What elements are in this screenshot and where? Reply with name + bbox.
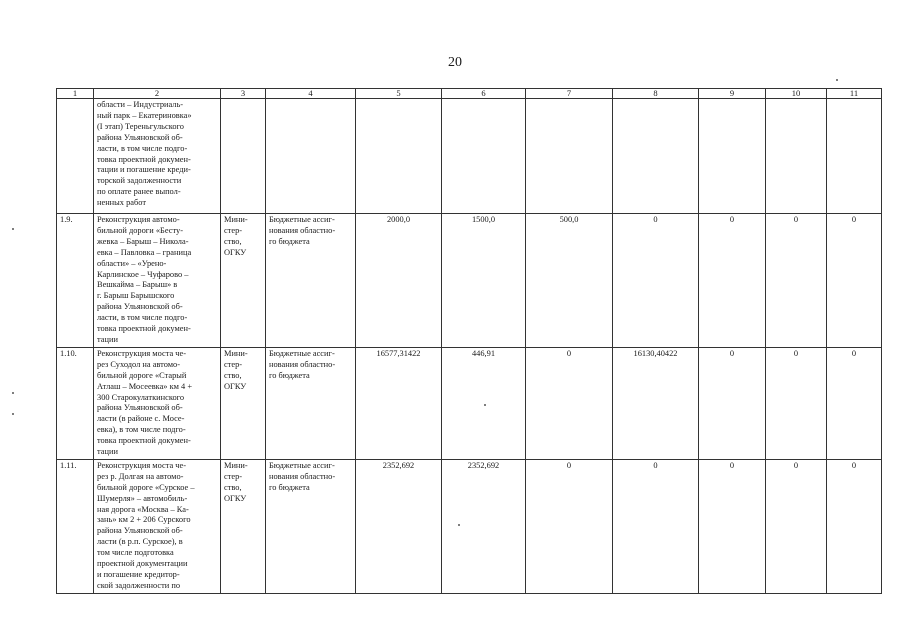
row-value: 0 [699,459,766,593]
row-funding-source: Бюджетные ассиг- нования областно- го бюджета [266,214,356,348]
column-header: 1 [57,89,94,99]
row-value: 0 [827,214,882,348]
row-executor: Мини- стер- ство, ОГКУ [221,347,266,459]
table-row [57,99,882,214]
column-header: 4 [266,89,356,99]
row-number [57,99,94,214]
row-value: 0 [699,347,766,459]
row-description: Реконструкция моста че- рез р. Долгая на автомо- бильной дороге «Сурское – Шумерля» – автомобиль- ная дорога «Москва – Ка- зань» км 2 + 206 Сурского района Ульяновской об- ласти (в р.п. Сурское), в том числе подготовка проектной документации и погашение кредитор- ской задолженности по [94,459,221,593]
row-value: 16577,31422 [356,347,442,459]
row-value [699,99,766,214]
column-header: 10 [766,89,827,99]
column-header: 6 [442,89,526,99]
scan-speck [484,404,486,406]
row-number: 1.11. [57,459,94,593]
column-header: 5 [356,89,442,99]
row-value: 0 [827,459,882,593]
row-value: 0 [766,214,827,348]
table-row [57,347,882,459]
table-header-row [57,89,882,99]
row-value: 500,0 [526,214,613,348]
row-executor [221,99,266,214]
row-description: Реконструкция моста че- рез Суходол на автомо- бильной дороге «Старый Атлаш – Мосеевка» км 4 + 300 Старокулаткинского района Ульяновской об- ласти (в районе с. Мосе- евка), в том числе подго- товка проектной докумен- тации [94,347,221,459]
column-header: 3 [221,89,266,99]
row-value [526,99,613,214]
row-number: 1.9. [57,214,94,348]
row-number: 1.10. [57,347,94,459]
column-header: 2 [94,89,221,99]
row-value: 16130,40422 [613,347,699,459]
row-value [356,99,442,214]
scan-speck [458,524,460,526]
row-funding-source: Бюджетные ассиг- нования областно- го бюджета [266,347,356,459]
scan-speck [836,79,838,81]
scan-speck [12,392,14,394]
row-value [766,99,827,214]
page-number: 20 [448,55,462,70]
column-header: 8 [613,89,699,99]
scan-speck [12,413,14,415]
row-value: 0 [699,214,766,348]
row-value: 0 [613,214,699,348]
row-description: Реконструкция автомо- бильной дороги «Бесту- жевка – Барыш – Никола- евка – Павловка – граница области» – «Урено- Карлинское – Чуфарово – Вешкайма – Барыш» в г. Барыш Барышского района Ульяновской об- ласти, в том числе подго- товка проектной докумен- тации [94,214,221,348]
row-value: 0 [613,459,699,593]
table-row [57,459,882,593]
row-value: 1500,0 [442,214,526,348]
row-value: 0 [526,459,613,593]
row-value [827,99,882,214]
row-value: 446,91 [442,347,526,459]
row-executor: Мини- стер- ство, ОГКУ [221,214,266,348]
row-value: 2352,692 [356,459,442,593]
row-value: 2000,0 [356,214,442,348]
row-description: области – Индустриаль- ный парк – Екатериновка» (I этап) Тереньгульского района Ульяновской об- ласти, в том числе подго- товка проектной докумен- тации и погашение креди- торской задолженности по оплате ранее выпол- ненных работ [94,99,221,214]
row-value: 0 [766,459,827,593]
column-header: 9 [699,89,766,99]
row-executor: Мини- стер- ство, ОГКУ [221,459,266,593]
row-value [613,99,699,214]
row-funding-source: Бюджетные ассиг- нования областно- го бюджета [266,459,356,593]
row-value: 0 [827,347,882,459]
row-value [442,99,526,214]
program-table [56,88,882,594]
row-value: 2352,692 [442,459,526,593]
scan-speck [12,228,14,230]
row-value: 0 [526,347,613,459]
table-row [57,214,882,348]
column-header: 7 [526,89,613,99]
row-funding-source [266,99,356,214]
column-header: 11 [827,89,882,99]
row-value: 0 [766,347,827,459]
